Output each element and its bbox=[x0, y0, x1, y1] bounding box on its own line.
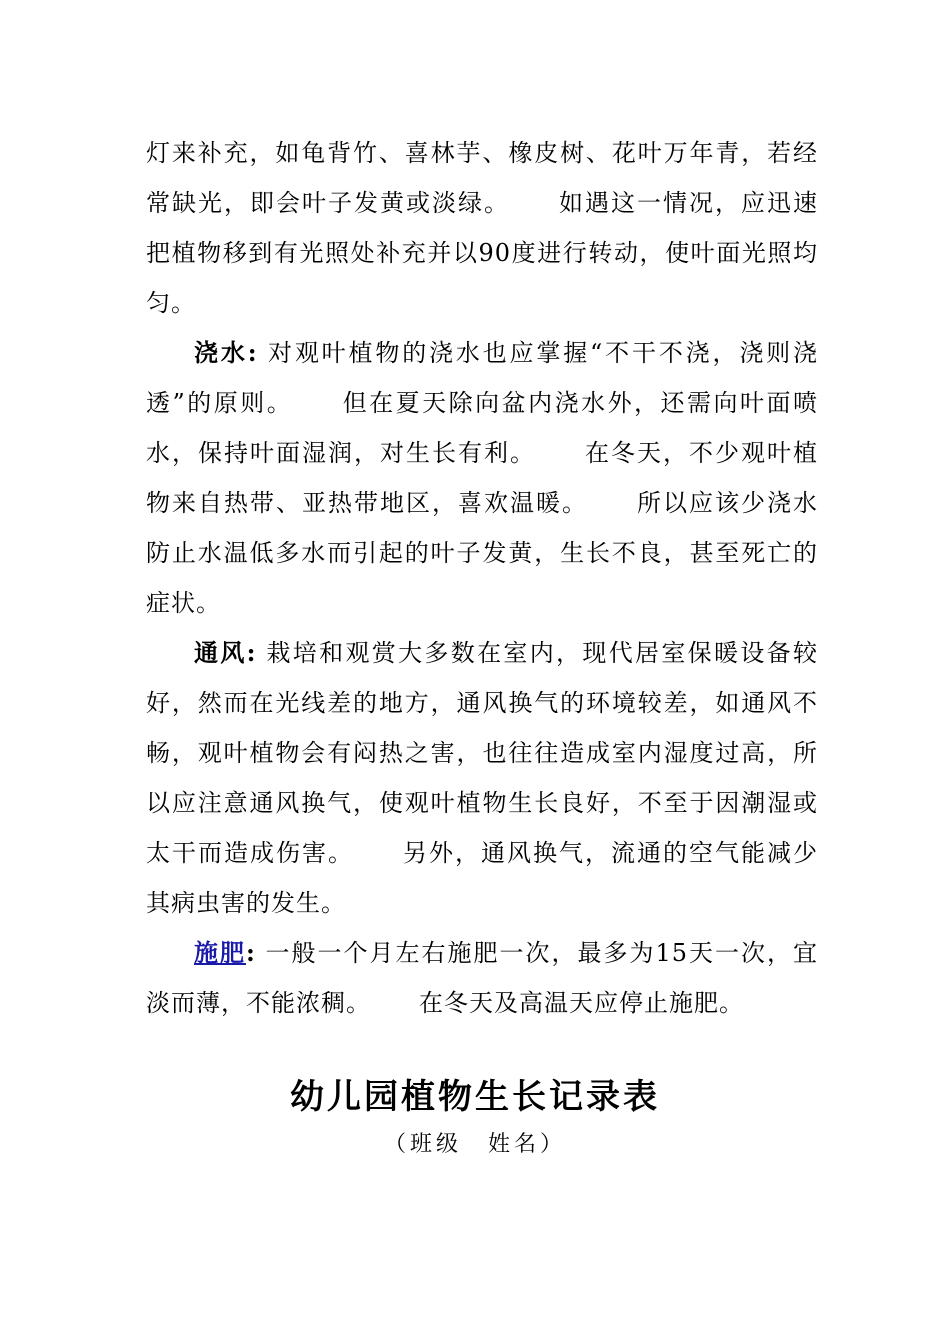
ventilation-colon: : bbox=[246, 638, 257, 667]
fertilizing-text-part1: 一般一个月左右施肥一次，最多为15天一次，宜淡而薄，不能浓稠。 bbox=[146, 939, 818, 1017]
light-text-part2: 如遇这一情况，应迅速把植物移到有光照处补充并以90度进行转动，使叶面光照均匀。 bbox=[146, 189, 818, 317]
ventilation-text-part2: 另外，通风换气，流通的空气能减少其病虫害的发生。 bbox=[146, 839, 818, 917]
document-body bbox=[146, 128, 818, 1028]
ventilation-text-part1: 栽培和观赏大多数在室内，现代居室保暖设备较好，然而在光线差的地方，通风换气的环境较差，如通风不畅，观叶植物会有闷热之害，也往往造成室内湿度过高，所以应注意通风换气，使观叶植物生长良好，不至于因潮湿或太干而造成伤害。 bbox=[146, 639, 818, 867]
paragraph-ventilation bbox=[146, 628, 818, 928]
watering-text-part4: 所以应该少浇水防止水温低多水而引起的叶子发黄，生长不良，甚至死亡的症状。 bbox=[146, 489, 818, 617]
record-table-heading bbox=[0, 1072, 950, 1160]
watering-colon: : bbox=[247, 338, 258, 367]
watering-text-part2: 但在夏天除向盆内浇水外，还需向叶面喷水，保持叶面湿润，对生长有利。 bbox=[146, 389, 818, 467]
watering-text-part1: 对观叶植物的浇水也应掌握“不干不浇，浇则浇透”的原则。 bbox=[146, 339, 819, 417]
paragraph-light-continued bbox=[146, 128, 818, 328]
watering-term: 浇水 bbox=[194, 338, 248, 367]
fertilizing-text-part2: 在冬天及高温天应停止施肥。 bbox=[419, 989, 744, 1017]
fertilizing-colon: : bbox=[246, 938, 256, 967]
light-text-part1: 灯来补充，如龟背竹、喜林芋、橡皮树、花叶万年青，若经常缺光，即会叶子发黄或淡绿。 bbox=[146, 139, 818, 217]
watering-text-part3: 在冬天，不少观叶植物来自热带、亚热带地区，喜欢温暖。 bbox=[146, 439, 818, 517]
page-subtitle: （班级 姓名） bbox=[383, 1132, 566, 1157]
page-title: 幼儿园植物生长记录表 bbox=[290, 1077, 660, 1117]
paragraph-watering bbox=[146, 328, 818, 628]
paragraph-fertilizing bbox=[146, 928, 818, 1028]
fertilizing-term-link[interactable]: 施肥 bbox=[194, 938, 246, 967]
ventilation-term: 通风 bbox=[194, 638, 247, 667]
